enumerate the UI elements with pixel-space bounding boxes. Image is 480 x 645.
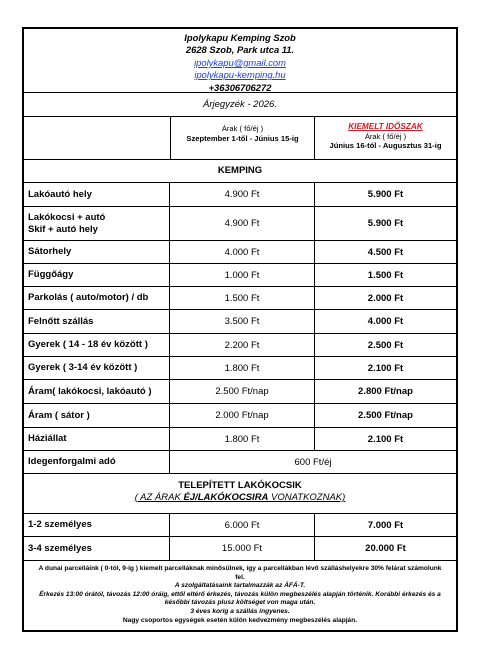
normal-price: 1.800 Ft bbox=[170, 357, 315, 379]
website-link[interactable]: ipolykapu-kemping.hu bbox=[194, 69, 286, 81]
note-children-free: 3 éves korig a szállás ingyenes. bbox=[190, 607, 290, 615]
peak-price: 2.800 Ft/nap bbox=[358, 386, 413, 397]
camp-address: 2628 Szob, Park utca 11. bbox=[185, 44, 295, 56]
table-row bbox=[24, 287, 456, 310]
caravan-rows bbox=[24, 514, 456, 561]
row-label-line: Lakókocsi + autó bbox=[28, 211, 106, 223]
price-list-table bbox=[22, 27, 458, 632]
caravans-subtitle bbox=[24, 492, 456, 504]
table-row bbox=[24, 380, 456, 404]
row-label: 1-2 személyes bbox=[24, 514, 170, 536]
normal-price: 15.000 Ft bbox=[170, 537, 315, 560]
row-label: Háziállat bbox=[24, 428, 170, 450]
normal-season-unit: Árak ( fő/éj ) bbox=[221, 124, 264, 133]
normal-price: 1.500 Ft bbox=[170, 287, 315, 309]
row-label: Parkolás ( auto/motor) / db bbox=[24, 287, 170, 309]
peak-season-dates: Június 16-tól - Augusztus 31-ig bbox=[329, 141, 442, 150]
row-label: Gyerek ( 14 - 18 év között ) bbox=[24, 334, 170, 356]
caravans-subtitle-pre: ( AZ ÁRAK bbox=[134, 492, 184, 503]
peak-price: 20.000 Ft bbox=[365, 543, 406, 554]
row-label: Áram( lakókocsi, lakóautó ) bbox=[24, 380, 170, 403]
section-caravans bbox=[24, 474, 456, 514]
normal-price: 4.900 Ft bbox=[170, 183, 315, 206]
tax-row bbox=[24, 451, 456, 474]
peak-price: 4.500 Ft bbox=[367, 246, 404, 258]
table-row bbox=[24, 310, 456, 334]
table-row bbox=[24, 514, 456, 537]
normal-price: 6.000 Ft bbox=[170, 514, 315, 536]
peak-price: 1.500 Ft bbox=[367, 269, 404, 281]
normal-season-dates: Szeptember 1-től - Június 15-ig bbox=[186, 134, 299, 143]
table-row bbox=[24, 357, 456, 380]
table-row bbox=[24, 334, 456, 357]
caravans-subtitle-post: VONATKOZNAK) bbox=[268, 492, 346, 503]
peak-price: 2.100 Ft bbox=[367, 362, 404, 374]
normal-price: 2.500 Ft/nap bbox=[170, 380, 315, 403]
peak-price: 2.500 Ft bbox=[367, 339, 404, 351]
note-riverside-surcharge: A dunai parcelláink ( 0-tól, 9-ig ) kiemelt parcelláknak minősülnek, így a parcellákban lévő szálláshelyekre 30% felárat számolunk fel. bbox=[38, 565, 442, 581]
note-checkin-checkout: Érkezés 13:00 órától, távozás 12:00 óráig, ettől eltérő érkezés, távozás külön megbeszélés alapján történik. Korábbi érkezés és a későbbi távozás plusz költséget von maga után. bbox=[39, 590, 441, 607]
peak-price: 5.900 Ft bbox=[367, 218, 404, 229]
email-link[interactable]: ipolykapu@gmail.com bbox=[194, 56, 286, 68]
table-row bbox=[24, 183, 456, 207]
section-camping: KEMPING bbox=[24, 160, 456, 183]
normal-price: 4.900 Ft bbox=[170, 207, 315, 240]
peak-price: 2.000 Ft bbox=[367, 292, 404, 304]
peak-price: 7.000 Ft bbox=[367, 519, 404, 531]
table-row bbox=[24, 264, 456, 287]
peak-season-unit: Árak ( fő/éj ) bbox=[364, 131, 407, 141]
row-label: 3-4 személyes bbox=[24, 537, 170, 560]
peak-price: 5.900 Ft bbox=[367, 189, 404, 200]
notes bbox=[24, 561, 456, 630]
peak-season-header bbox=[315, 117, 456, 159]
caravans-title: TELEPÍTETT LAKÓKOCSIK bbox=[178, 480, 302, 491]
phone-number: +36306706272 bbox=[208, 81, 272, 93]
camp-contact-header bbox=[24, 29, 456, 93]
tax-label: Idegenforgalmi adó bbox=[24, 451, 170, 473]
normal-price: 4.000 Ft bbox=[170, 241, 315, 263]
row-label: Gyerek ( 3-14 év között ) bbox=[24, 357, 170, 379]
normal-price: 2.200 Ft bbox=[170, 334, 315, 356]
peak-season-title: KIEMELT IDŐSZAK bbox=[348, 122, 423, 131]
table-row bbox=[24, 428, 456, 451]
row-label-line: Skif + autó hely bbox=[28, 223, 98, 235]
row-label: Függőágy bbox=[24, 264, 170, 286]
table-row bbox=[24, 537, 456, 561]
row-label: Lakóautó hely bbox=[24, 183, 170, 206]
label-column-header bbox=[24, 117, 171, 159]
row-label: Sátorhely bbox=[24, 241, 170, 263]
column-headers bbox=[24, 117, 456, 160]
camp-name: Ipolykapu Kemping Szob bbox=[184, 32, 296, 43]
camping-rows bbox=[24, 183, 456, 451]
row-label bbox=[24, 207, 170, 240]
peak-price: 4.000 Ft bbox=[367, 316, 404, 327]
table-row bbox=[24, 404, 456, 428]
normal-price: 1.000 Ft bbox=[170, 264, 315, 286]
normal-price: 2.000 Ft/nap bbox=[170, 404, 315, 427]
table-row bbox=[24, 241, 456, 264]
normal-price: 1.800 Ft bbox=[170, 428, 315, 450]
pricelist-title: Árjegyzék - 2026. bbox=[24, 93, 456, 117]
note-group-discount: Nagy csoportos egységek esetén külön kedvezmény megbeszélés alapján. bbox=[122, 616, 358, 624]
tax-value: 600 Ft/éj bbox=[294, 456, 332, 468]
row-label: Áram ( sátor ) bbox=[24, 404, 170, 427]
note-vat: A szolgáltatásaink tartalmazzák az ÁFÁ-T. bbox=[174, 582, 306, 590]
peak-price: 2.100 Ft bbox=[367, 433, 404, 445]
row-label: Felnőtt szállás bbox=[24, 310, 170, 333]
peak-price: 2.500 Ft/nap bbox=[358, 410, 413, 421]
caravans-subtitle-bold: ÉJ/LAKÓKOCSIRA bbox=[183, 492, 269, 503]
normal-price: 3.500 Ft bbox=[170, 310, 315, 333]
table-row bbox=[24, 207, 456, 241]
normal-season-header bbox=[171, 117, 315, 159]
